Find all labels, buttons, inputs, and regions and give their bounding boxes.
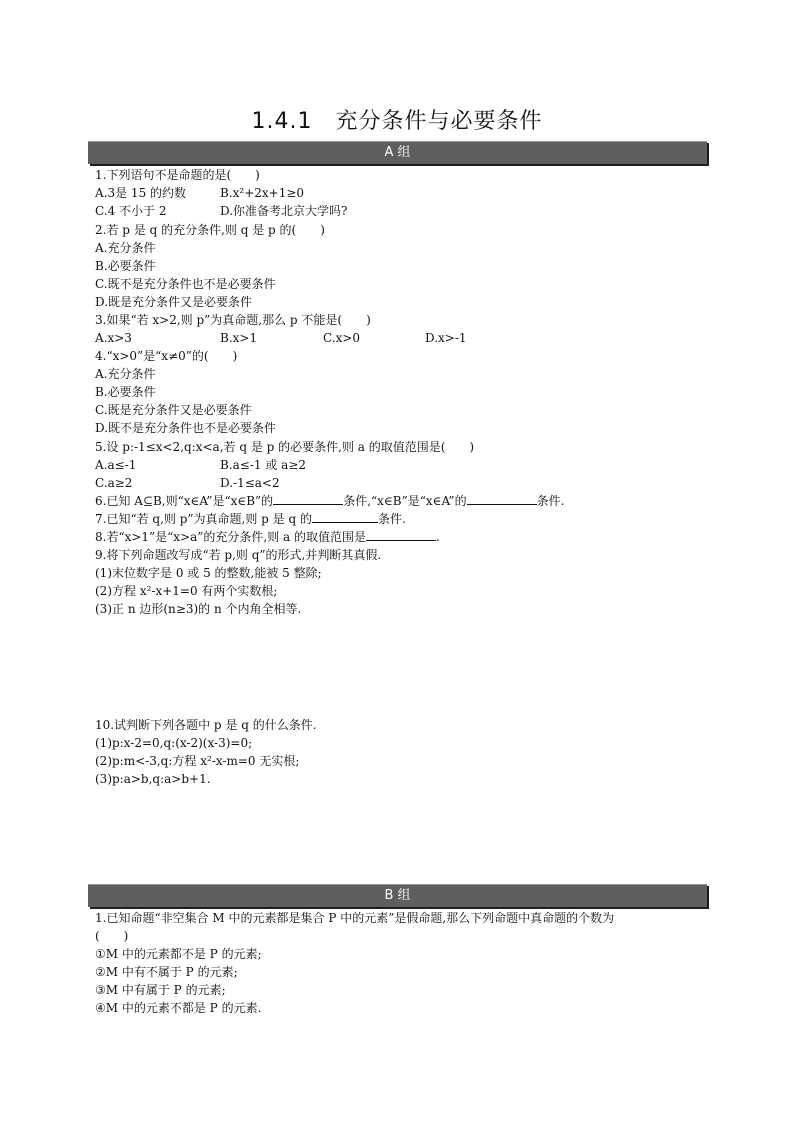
qa6-answer-blank-2[interactable]: [467, 492, 537, 505]
qa7-line: [95, 510, 406, 528]
qa7-part1: 7.已知“若 q,则 p”为真命题,则 p 是 q 的: [95, 512, 312, 526]
qb1-item-2: ②M 中有不属于 P 的元素;: [95, 965, 238, 979]
group-b-header: B 组: [88, 884, 707, 907]
qa10-sub-3: (3)p:a>b,q:a>b+1.: [95, 772, 211, 786]
qa4-option-b: B.必要条件: [95, 385, 156, 399]
qa7-answer-blank[interactable]: [312, 510, 378, 523]
qa3-stem: 3.如果“若 x>2,则 p”为真命题,那么 p 不能是( ): [95, 313, 371, 327]
qa5-option-d: D.-1≤a<2: [220, 476, 280, 490]
qa9-sub-3: (3)正 n 边形(n≥3)的 n 个内角全相等.: [95, 602, 302, 616]
qa5-stem: 5.设 p:-1≤x<2,q:x<a,若 q 是 p 的必要条件,则 a 的取值范围是( ): [95, 440, 475, 454]
qa2-option-b: B.必要条件: [95, 259, 156, 273]
qb1-stem: 1.已知命题“非空集合 M 中的元素都是集合 P 中的元素”是假命题,那么下列命题中真命题的个数为: [95, 911, 615, 925]
qa1-stem: 1.下列语句不是命题的是( ): [95, 168, 260, 182]
group-a-header: A 组: [88, 141, 707, 164]
qa9-stem: 9.将下列命题改写成“若 p,则 q”的形式,并判断其真假.: [95, 548, 382, 562]
qa10-stem: 10.试判断下列各题中 p 是 q 的什么条件.: [95, 718, 317, 732]
qa6-part2: 条件,“x∈B”是“x∈A”的: [343, 494, 467, 508]
qa10-sub-2: (2)p:m<-3,q:方程 x²-x-m=0 无实根;: [95, 754, 300, 768]
qa6-part3: 条件.: [536, 494, 565, 508]
qa5-option-a: A.a≤-1: [95, 458, 137, 472]
qa4-option-c: C.既是充分条件又是必要条件: [95, 403, 252, 417]
qa3-option-b: B.x>1: [220, 331, 258, 345]
qa1-option-d: D.你准备考北京大学吗?: [220, 204, 348, 218]
qa9-sub-2: (2)方程 x²-x+1=0 有两个实数根;: [95, 584, 278, 598]
qa9-sub-1: (1)末位数字是 0 或 5 的整数,能被 5 整除;: [95, 566, 322, 580]
qa1-option-a: A.3是 15 的约数: [95, 186, 187, 200]
qa5-option-c: C.a≥2: [95, 476, 133, 490]
page-title: 1.4.1 充分条件与必要条件: [251, 109, 543, 134]
qa5-option-b: B.a≤-1 或 a≥2: [220, 458, 307, 472]
qa6-line: [95, 492, 564, 510]
qa2-option-c: C.既不是充分条件也不是必要条件: [95, 277, 276, 291]
qa4-stem: 4.“x>0”是“x≠0”的( ): [95, 349, 238, 363]
qa6-part1: 6.已知 A⊆B,则“x∈A”是“x∈B”的: [95, 494, 274, 508]
qa10-sub-1: (1)p:x-2=0,q:(x-2)(x-3)=0;: [95, 736, 253, 750]
qa7-part2: 条件.: [377, 512, 406, 526]
qa8-answer-blank[interactable]: [366, 528, 436, 541]
qa2-stem: 2.若 p 是 q 的充分条件,则 q 是 p 的( ): [95, 223, 325, 237]
qa3-option-a: A.x>3: [95, 331, 132, 345]
qa1-option-b: B.x²+2x+1≥0: [220, 186, 305, 200]
qa6-answer-blank-1[interactable]: [273, 492, 343, 505]
qb1-item-3: ③M 中有属于 P 的元素;: [95, 983, 226, 997]
qa2-option-d: D.既是充分条件又是必要条件: [95, 295, 253, 309]
qa4-option-d: D.既不是充分条件也不是必要条件: [95, 421, 277, 435]
qb1-item-4: ④M 中的元素不都是 P 的元素.: [95, 1001, 262, 1015]
qa3-option-c: C.x>0: [323, 331, 361, 345]
qa8-part1: 8.若“x>1”是“x>a”的充分条件,则 a 的取值范围是: [95, 530, 367, 544]
qa4-option-a: A.充分条件: [95, 367, 156, 381]
qa3-option-d: D.x>-1: [425, 331, 467, 345]
qa2-option-a: A.充分条件: [95, 241, 156, 255]
qa8-part2: .: [436, 530, 440, 544]
qa1-option-c: C.4 不小于 2: [95, 204, 167, 218]
qb1-answer-paren: ( ): [95, 929, 129, 943]
qa8-line: [95, 528, 440, 546]
qb1-item-1: ①M 中的元素都不是 P 的元素;: [95, 947, 262, 961]
